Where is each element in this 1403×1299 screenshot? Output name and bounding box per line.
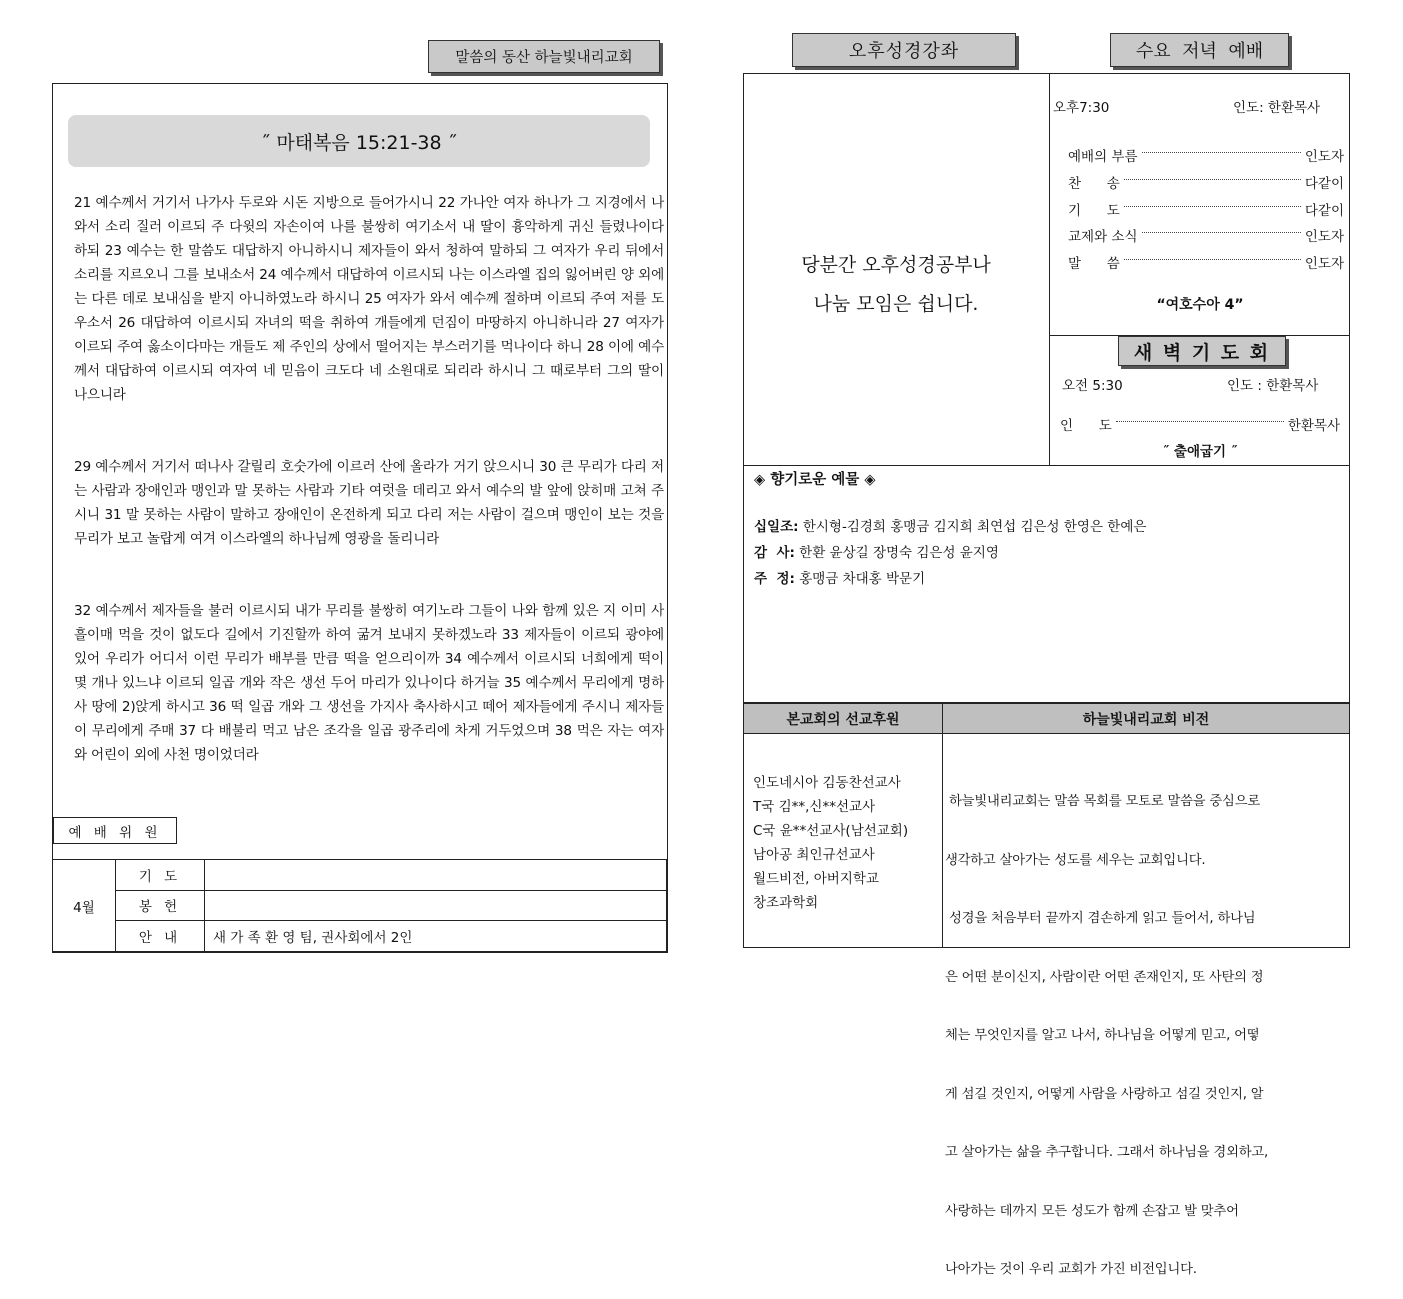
order-who: 인도자 bbox=[1304, 256, 1344, 272]
worship-committee-label bbox=[53, 817, 177, 844]
offering-names: 한환 윤상길 장명숙 김은성 윤지영 bbox=[794, 545, 999, 561]
offering-names: 홍맹금 차대홍 박문기 bbox=[794, 571, 926, 587]
vision-line: 은 어떤 분이신지, 사람이란 어떤 존재인지, 또 사탄의 정 bbox=[945, 969, 1264, 985]
offering-row-weekly bbox=[754, 567, 925, 587]
table-row bbox=[53, 921, 667, 952]
order-who: 인도자 bbox=[1304, 149, 1344, 165]
dawn-time: 오전 5:30 bbox=[1062, 378, 1123, 394]
order-item: 인 도 bbox=[1060, 418, 1112, 434]
order-who: 한환목사 bbox=[1287, 418, 1340, 434]
wednesday-leader: 인도: 한환목사 bbox=[1233, 100, 1321, 116]
role-value bbox=[205, 860, 667, 891]
passage-paragraph-2: 29 예수께서 거기서 떠나사 갈릴리 호숫가에 이르러 산에 올라가 거기 앉으시니 30 큰 무리가 다리 저는 사람과 장애인과 맹인과 말 못하는 사람과 기타 여럿을 데리고 와서 예수의 발 앞에 앉히매 고쳐 주시니 31 말 못하는 사람이 말하고 장애인이 온전하게 되고 다리 저는 사람이 걸으며 맹인이 보는 것을 무리가 보고 놀랍게 여겨 이스라엘의 하나님께 영광을 돌리니라 bbox=[74, 459, 664, 547]
offering-row-tithe bbox=[754, 515, 1146, 535]
passage-paragraph-1: 21 예수께서 거기서 나가사 두로와 시돈 지방으로 들어가시니 22 가나안 여자 하나가 그 지경에서 나와서 소리 질러 이르되 주 다윗의 자손이여 나를 불쌍히 여기소서 내 딸이 흉악하게 귀신 들렸나이다 하되 23 예수는 한 말씀도 대답하지 아니하시니 제자들이 와서 청하여 말하되 그 여자가 우리 뒤에서 소리를 지르오니 그를 보내소서 24 예수께서 대답하여 이르시되 나는 이스라엘 집의 잃어버린 양 외에는 다른 데로 보내심을 받지 아니하였노라 하시니 25 여자가 와서 예수께 절하며 이르되 주여 저를 도우소서 26 대답하여 이르시되 자녀의 떡을 취하여 개들에게 던짐이 마땅하지 아니하니라 27 여자가 이르되 주여 옳소이다마는 개들도 제 주인의 상에서 떨어지는 부스러기를 먹나이다 하니 28 이에 예수께서 대답하여 이르시되 여자여 네 믿음이 크도다 네 소원대로 되리라 하시니 그 때로부터 그의 딸이 나으니라 bbox=[74, 195, 664, 403]
wednesday-sermon-title: “여호수아 4” bbox=[1156, 297, 1244, 313]
offering-names: 한시형-김경희 홍맹금 김지희 최연섭 김은성 한영은 한예은 bbox=[798, 519, 1147, 535]
mission-header bbox=[743, 703, 943, 734]
vision-text bbox=[945, 753, 1345, 1299]
role-value: 새 가 족 환 영 팀, 권사회에서 2인 bbox=[205, 921, 667, 952]
mission-list bbox=[753, 771, 908, 915]
list-item: 창조과학회 bbox=[753, 895, 819, 911]
role-name: 봉 헌 bbox=[116, 890, 205, 921]
order-row-fellowship bbox=[1068, 225, 1344, 245]
list-item: 인도네시아 김동찬선교사 bbox=[753, 775, 901, 791]
list-item: 남아공 최인규선교사 bbox=[753, 847, 875, 863]
right-top-divider bbox=[1049, 73, 1050, 466]
church-name-label bbox=[428, 40, 660, 73]
passage-title bbox=[68, 115, 650, 167]
passage-paragraph-3: 32 예수께서 제자들을 불러 이르시되 내가 무리를 불쌍히 여기노라 그들이 나와 함께 있은 지 이미 사흘이매 먹을 것이 없도다 길에서 기진할까 하여 굶겨 보내지 못하겠노라 33 제자들이 이르되 광야에 있어 우리가 어디서 이런 무리가 배부를 만큼 떡을 얻으리이까 34 예수께서 이르시되 너희에게 떡이 몇 개나 있느냐 이르되 일곱 개와 작은 생선 두어 마리가 있나이다 하거늘 35 예수께서 무리에게 명하사 땅에 2)앉게 하시고 36 떡 일곱 개와 그 생선을 가지사 축사하시고 떼어 제자들에게 주시니 제자들이 무리에게 주매 37 다 배불리 먹고 남은 조각을 일곱 광주리에 차게 거두었으며 38 먹은 자는 여자와 어린이 외에 사천 명이었더라 bbox=[74, 603, 664, 763]
roles-month: 4월 bbox=[53, 860, 116, 952]
table-row bbox=[53, 890, 667, 921]
vision-header-text: 하늘빛내리교회 비전 bbox=[1082, 711, 1210, 728]
order-who: 다같이 bbox=[1304, 203, 1344, 219]
order-who: 인도자 bbox=[1304, 229, 1344, 245]
list-item: 월드비전, 아버지학교 bbox=[753, 871, 879, 887]
offering-row-thanks bbox=[754, 541, 999, 561]
afternoon-notice-line-2: 나눔 모임은 쉽니다. bbox=[813, 293, 979, 315]
role-name: 기 도 bbox=[116, 860, 205, 891]
order-item: 말 씀 bbox=[1068, 256, 1120, 272]
offerings-title: ◈ 향기로운 예물 ◈ bbox=[754, 472, 876, 488]
offering-label: 십일조: bbox=[754, 519, 799, 535]
church-name-text: 말씀의 동산 하늘빛내리교회 bbox=[455, 50, 633, 66]
offerings-divider bbox=[743, 465, 1350, 466]
order-item: 찬 송 bbox=[1068, 176, 1120, 192]
offering-label: 주 정: bbox=[754, 571, 795, 587]
worship-committee-table bbox=[52, 859, 667, 952]
worship-committee-text: 예 배 위 원 bbox=[68, 824, 162, 841]
vision-line: 체는 무엇인지를 알고 나서, 하나님을 어떻게 믿고, 어떻 bbox=[945, 1028, 1260, 1043]
offering-label: 감 사: bbox=[754, 545, 795, 561]
order-who: 다같이 bbox=[1304, 176, 1344, 192]
list-item: T국 김**,신**선교사 bbox=[753, 799, 876, 815]
vision-line: 나아가는 것이 우리 교회가 가진 비전입니다. bbox=[945, 1262, 1197, 1277]
order-item: 기 도 bbox=[1068, 203, 1120, 219]
role-value bbox=[205, 890, 667, 921]
vision-line: 고 살아가는 삶을 추구합니다. 그래서 하나님을 경외하고, bbox=[945, 1145, 1269, 1160]
vision-line: 생각하고 살아가는 성도를 세우는 교회입니다. bbox=[945, 852, 1206, 868]
wednesday-service-title bbox=[1110, 33, 1289, 67]
order-row-hymn bbox=[1068, 172, 1344, 192]
passage-title-text: ˝ 마태복음 15:21-38 ˝ bbox=[260, 131, 458, 154]
order-item: 예배의 부름 bbox=[1068, 149, 1138, 165]
dawn-sermon-title: ˝ 출애굽기 ˝ bbox=[1162, 444, 1238, 460]
table-row bbox=[53, 860, 667, 891]
dawn-prayer-title bbox=[1118, 336, 1286, 366]
vision-line: 하늘빛내리교회는 말씀 목회를 모토로 말씀을 중심으로 bbox=[945, 794, 1260, 809]
afternoon-class-title-text: 오후성경강좌 bbox=[848, 41, 960, 62]
order-row-sermon bbox=[1068, 252, 1344, 272]
wednesday-service-title-text: 수요 저녁 예배 bbox=[1135, 41, 1264, 62]
wednesday-time: 오후7:30 bbox=[1053, 100, 1110, 116]
mission-vision-divider bbox=[942, 733, 943, 948]
order-row-call bbox=[1068, 145, 1344, 165]
vision-line: 게 섬길 것인지, 어떻게 사람을 사랑하고 섬길 것인지, 알 bbox=[945, 1086, 1264, 1102]
dawn-leader: 인도 : 한환목사 bbox=[1227, 378, 1319, 394]
order-row-prayer bbox=[1068, 199, 1344, 219]
afternoon-class-title bbox=[792, 33, 1016, 67]
afternoon-notice-line-1: 당분간 오후성경공부나 bbox=[801, 254, 991, 276]
list-item: C국 윤**선교사(남선교회) bbox=[753, 823, 909, 839]
dawn-prayer-title-text: 새 벽 기 도 회 bbox=[1133, 341, 1271, 364]
vision-line: 사랑하는 데까지 모든 성도가 함께 손잡고 발 맞추어 bbox=[945, 1203, 1239, 1219]
vision-line: 성경을 처음부터 끝까지 겸손하게 읽고 들어서, 하나님 bbox=[945, 911, 1256, 926]
vision-header bbox=[942, 703, 1350, 734]
mission-header-text: 본교회의 선교후원 bbox=[786, 711, 900, 728]
role-name: 안 내 bbox=[116, 921, 205, 952]
dawn-order-row bbox=[1060, 414, 1340, 434]
order-item: 교제와 소식 bbox=[1068, 229, 1138, 245]
